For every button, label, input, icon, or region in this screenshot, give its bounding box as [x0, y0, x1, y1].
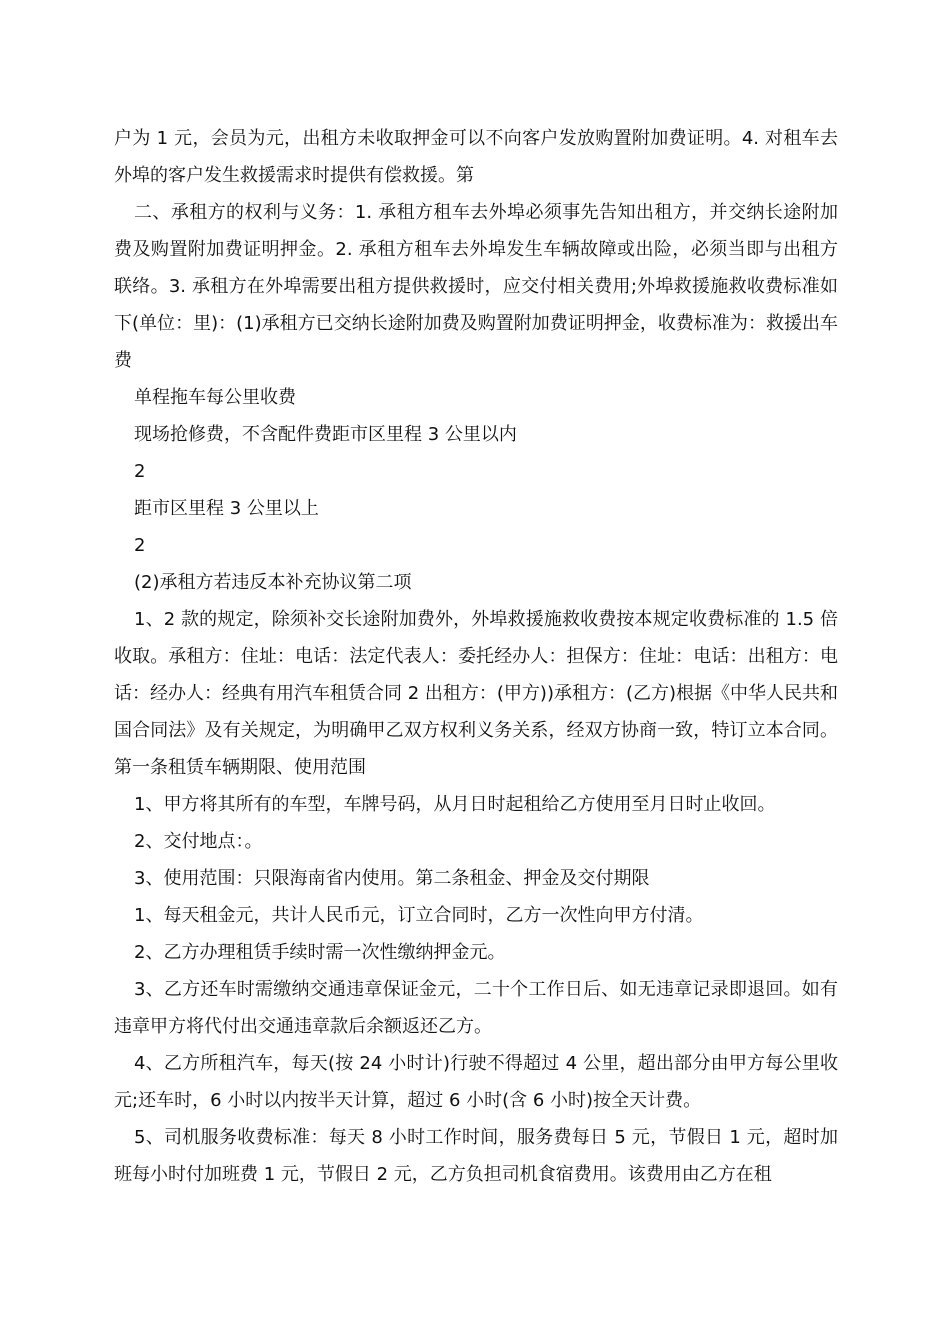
document-body: [114, 120, 838, 1193]
paragraph: 现场抢修费，不含配件费距市区里程 3 公里以内: [134, 424, 517, 445]
paragraph: 1、甲方将其所有的车型，车牌号码，从月日时起租给乙方使用至月日时止收回。: [134, 794, 776, 815]
paragraph: 2、乙方办理租赁手续时需一次性缴纳押金元。: [134, 942, 506, 963]
paragraph: 5、司机服务收费标准：每天 8 小时工作时间，服务费每日 5 元，节假日 1 元，超时加班每小时付加班费 1 元，节假日 2 元，乙方负担司机食宿费用。该费用由乙方在租: [114, 1127, 838, 1185]
paragraph: 单程拖车每公里收费: [134, 387, 296, 408]
paragraph: 4、乙方所租汽车，每天(按 24 小时计)行驶不得超过 4 公里，超出部分由甲方每公里收元;还车时，6 小时以内按半天计算，超过 6 小时(含 6 小时)按全天计费。: [114, 1053, 838, 1111]
paragraph: 1、每天租金元，共计人民币元，订立合同时，乙方一次性向甲方付清。: [134, 905, 704, 926]
paragraph: (2)承租方若违反本补充协议第二项: [134, 572, 412, 593]
paragraph: 3、乙方还车时需缴纳交通违章保证金元，二十个工作日后、如无违章记录即退回。如有违章甲方将代付出交通违章款后余额返还乙方。: [114, 979, 838, 1037]
paragraph: 二、承租方的权利与义务：1. 承租方租车去外埠必须事先告知出租方，并交纳长途附加费及购置附加费证明押金。2. 承租方租车去外埠发生车辆故障或出险，必须当即与出租方联络。3. 承租方在外埠需要出租方提供救援时，应交付相关费用;外埠救援施救收费标准如下(单位：里)：(1)承租方已交纳长途附加费及购置附加费证明押金，收费标准为：救援出车费: [114, 202, 838, 371]
paragraph: 2: [134, 535, 146, 556]
paragraph: 3、使用范围：只限海南省内使用。第二条租金、押金及交付期限: [134, 868, 650, 889]
paragraph: 1、2 款的规定，除须补交长途附加费外，外埠救援施救收费按本规定收费标准的 1.5 倍收取。承租方：住址：电话：法定代表人：委托经办人：担保方：住址：电话：出租方：电话：经办人：经典有用汽车租赁合同 2 出租方：(甲方))承租方：(乙方)根据《中华人民共和国合同法》及有关规定，为明确甲乙双方权利义务关系，经双方协商一致，特订立本合同。第一条租赁车辆期限、使用范围: [114, 609, 839, 778]
paragraph: 距市区里程 3 公里以上: [134, 498, 319, 519]
paragraph: 2、交付地点：。: [134, 831, 263, 852]
paragraph: 户为 1 元，会员为元，出租方未收取押金可以不向客户发放购置附加费证明。4. 对租车去外埠的客户发生救援需求时提供有偿救援。第: [114, 128, 838, 186]
paragraph: 2: [134, 461, 146, 482]
